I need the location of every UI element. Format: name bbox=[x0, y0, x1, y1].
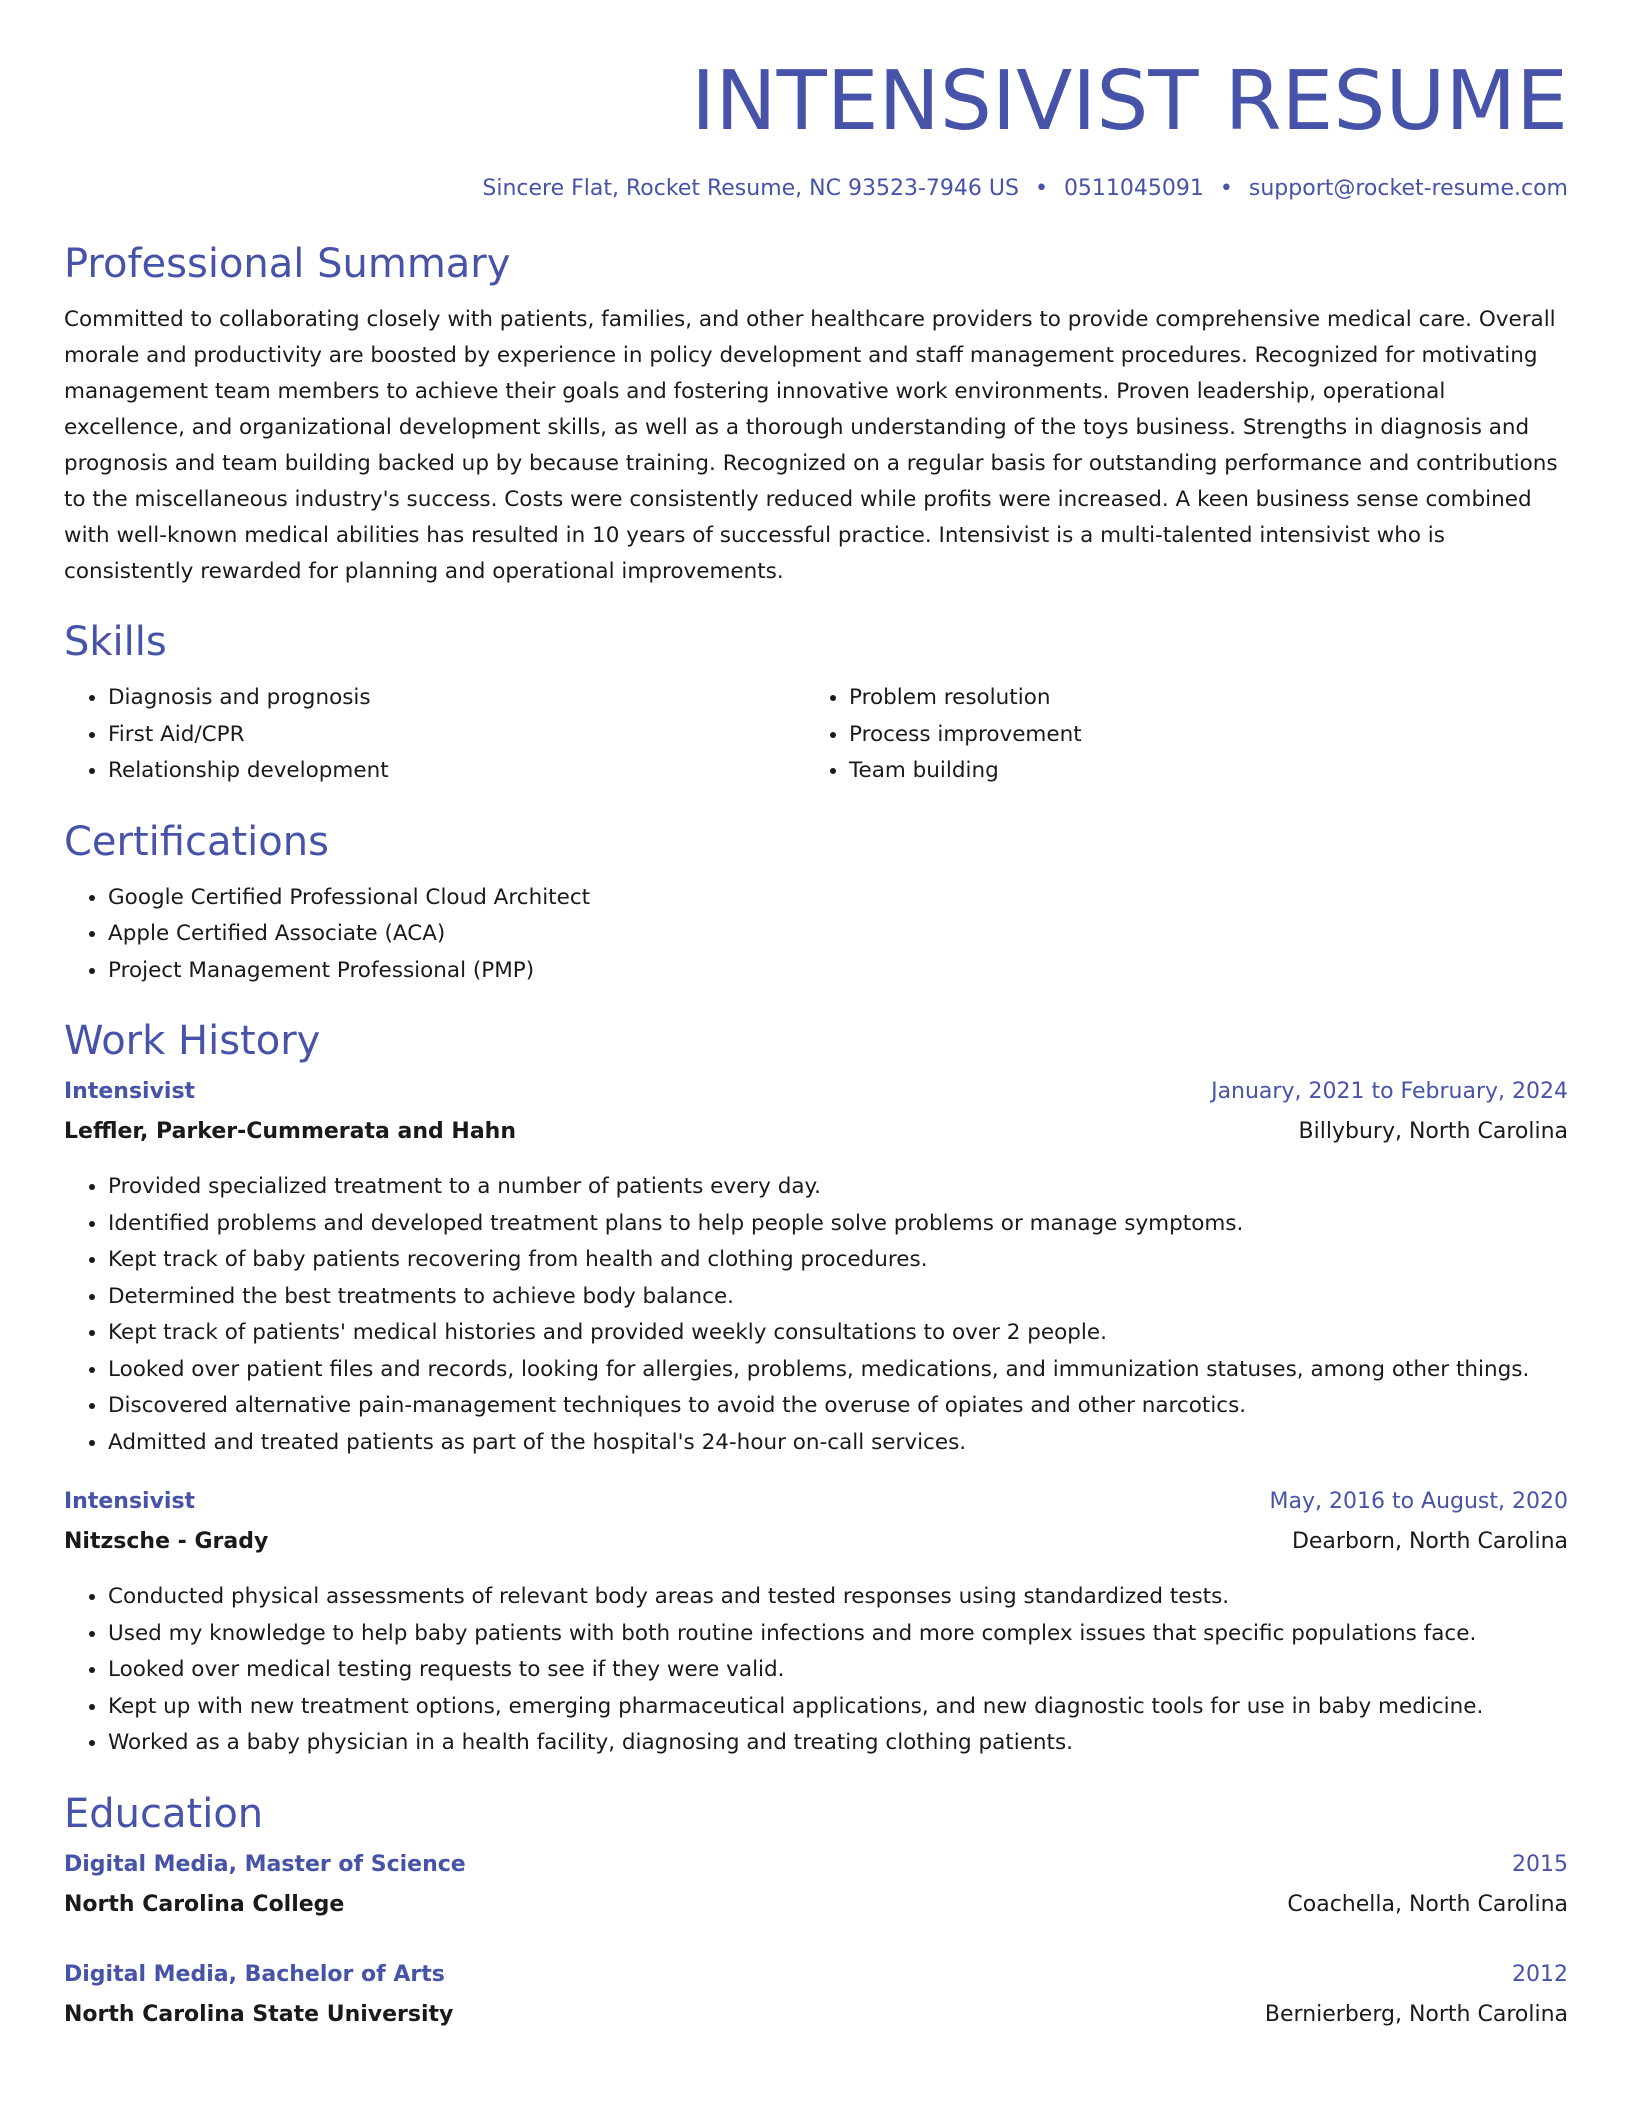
job-bullet: • Kept track of baby patients recovering from health and clothing procedures. bbox=[108, 1242, 1568, 1279]
contact-address: Sincere Flat, Rocket Resume, NC 93523-7946 US bbox=[482, 176, 1019, 201]
contact-phone: 0511045091 bbox=[1063, 176, 1204, 201]
summary-heading: Professional Summary bbox=[64, 241, 511, 287]
education-degree-row bbox=[64, 1962, 1568, 2002]
education-heading: Education bbox=[64, 1790, 264, 1837]
education-degree-row bbox=[64, 1852, 1568, 1892]
job-title: Intensivist bbox=[64, 1079, 196, 1104]
job-company: Nitzsche - Grady bbox=[64, 1529, 269, 1554]
education-entry bbox=[64, 1852, 1568, 1932]
job-bullet: • Worked as a baby physician in a health facility, diagnosing and treating clothing patients. bbox=[108, 1725, 1568, 1762]
contact-separator: • bbox=[1034, 176, 1048, 201]
education-location: Bernierberg, North Carolina bbox=[1264, 2001, 1568, 2027]
education-school: North Carolina College bbox=[64, 1891, 345, 1917]
skill-item: • Team building bbox=[849, 753, 1546, 790]
job-bullet: • Kept up with new treatment options, emerging pharmaceutical applications, and new diagnostic tools for use in baby medicine. bbox=[108, 1689, 1568, 1726]
skills-heading: Skills bbox=[64, 619, 167, 665]
job-company-row bbox=[64, 1529, 1568, 1569]
skill-item: • First Aid/CPR bbox=[108, 717, 805, 754]
skills-section bbox=[64, 616, 1568, 790]
education-school-row bbox=[64, 1892, 1568, 1932]
job-bullet: • Identified problems and developed treatment plans to help people solve problems or manage symptoms. bbox=[108, 1206, 1568, 1243]
contact-email[interactable]: support@rocket-resume.com bbox=[1248, 176, 1568, 201]
summary-text: Committed to collaborating closely with patients, families, and other healthcare providers to provide comprehensive medical care. Overall morale and productivity are boosted by experience in policy development and staff management procedures. Recognized for motivating management team members to achieve their goals and fostering innovative work environments. Proven leadership, operational excellence, and organizational development skills, as well as a thorough understanding of the toys business. Strengths in diagnosis and prognosis and team building backed up by because training. Recognized on a regular basis for outstanding performance and contributions to the miscellaneous industry's success. Costs were consistently reduced while profits were increased. A keen business sense combined with well-known medical abilities has resulted in 10 years of successful practice. Intensivist is a multi-talented intensivist who is consistently rewarded for planning and operational improvements. bbox=[64, 307, 1558, 584]
education-school: North Carolina State University bbox=[64, 2001, 454, 2027]
certification-item: • Google Certified Professional Cloud Architect bbox=[108, 880, 1568, 917]
education-section bbox=[64, 1788, 1568, 2042]
skill-item: • Diagnosis and prognosis bbox=[108, 680, 805, 717]
skill-item: • Process improvement bbox=[849, 717, 1546, 754]
job-bullet: • Admitted and treated patients as part of the hospital's 24-hour on-call services. bbox=[108, 1425, 1568, 1462]
job-dates: May, 2016 to August, 2020 bbox=[1269, 1489, 1568, 1514]
education-year: 2012 bbox=[1512, 1961, 1568, 1987]
education-year: 2015 bbox=[1512, 1851, 1568, 1877]
skills-left-column bbox=[64, 680, 805, 790]
work-history-heading: Work History bbox=[64, 1018, 321, 1064]
job-entry bbox=[64, 1489, 1568, 1762]
education-school-row bbox=[64, 2002, 1568, 2042]
job-entry bbox=[64, 1079, 1568, 1461]
job-bullet: • Looked over medical testing requests to see if they were valid. bbox=[108, 1652, 1568, 1689]
job-company-row bbox=[64, 1119, 1568, 1159]
job-location: Billybury, North Carolina bbox=[1298, 1119, 1568, 1144]
job-header-row bbox=[64, 1079, 1568, 1119]
work-history-section bbox=[64, 1015, 1568, 1762]
resume-title: INTENSIVIST RESUME bbox=[691, 54, 1568, 149]
contact-separator: • bbox=[1219, 176, 1233, 201]
education-entry bbox=[64, 1962, 1568, 2042]
job-bullet: • Determined the best treatments to achieve body balance. bbox=[108, 1279, 1568, 1316]
job-bullet: • Used my knowledge to help baby patients with both routine infections and more complex issues that specific populations face. bbox=[108, 1616, 1568, 1653]
education-degree: Digital Media, Master of Science bbox=[64, 1851, 466, 1877]
job-company: Leffler, Parker-Cummerata and Hahn bbox=[64, 1119, 517, 1144]
summary-section bbox=[64, 238, 1568, 590]
job-dates: January, 2021 to February, 2024 bbox=[1211, 1079, 1568, 1104]
skill-item: • Problem resolution bbox=[849, 680, 1546, 717]
skill-item: • Relationship development bbox=[108, 753, 805, 790]
job-bullet: • Kept track of patients' medical histories and provided weekly consultations to over 2 people. bbox=[108, 1315, 1568, 1352]
education-location: Coachella, North Carolina bbox=[1287, 1891, 1568, 1917]
contact-line bbox=[64, 174, 1568, 204]
job-bullet: • Provided specialized treatment to a number of patients every day. bbox=[108, 1169, 1568, 1206]
job-bullet: • Looked over patient files and records, looking for allergies, problems, medications, and immunization statuses, among other things. bbox=[108, 1352, 1568, 1389]
skills-columns bbox=[64, 680, 1568, 790]
job-header-row bbox=[64, 1489, 1568, 1529]
job-bullet: • Discovered alternative pain-management techniques to avoid the overuse of opiates and other narcotics. bbox=[108, 1388, 1568, 1425]
job-bullet: • Conducted physical assessments of relevant body areas and tested responses using standardized tests. bbox=[108, 1579, 1568, 1616]
certifications-section bbox=[64, 816, 1568, 990]
job-title: Intensivist bbox=[64, 1489, 196, 1514]
resume-header bbox=[64, 0, 1568, 204]
job-location: Dearborn, North Carolina bbox=[1291, 1529, 1568, 1554]
certification-item: • Project Management Professional (PMP) bbox=[108, 953, 1568, 990]
education-degree: Digital Media, Bachelor of Arts bbox=[64, 1961, 445, 1987]
skills-right-column bbox=[805, 680, 1546, 790]
certifications-heading: Certifications bbox=[64, 818, 329, 865]
certification-item: • Apple Certified Associate (ACA) bbox=[108, 916, 1568, 953]
